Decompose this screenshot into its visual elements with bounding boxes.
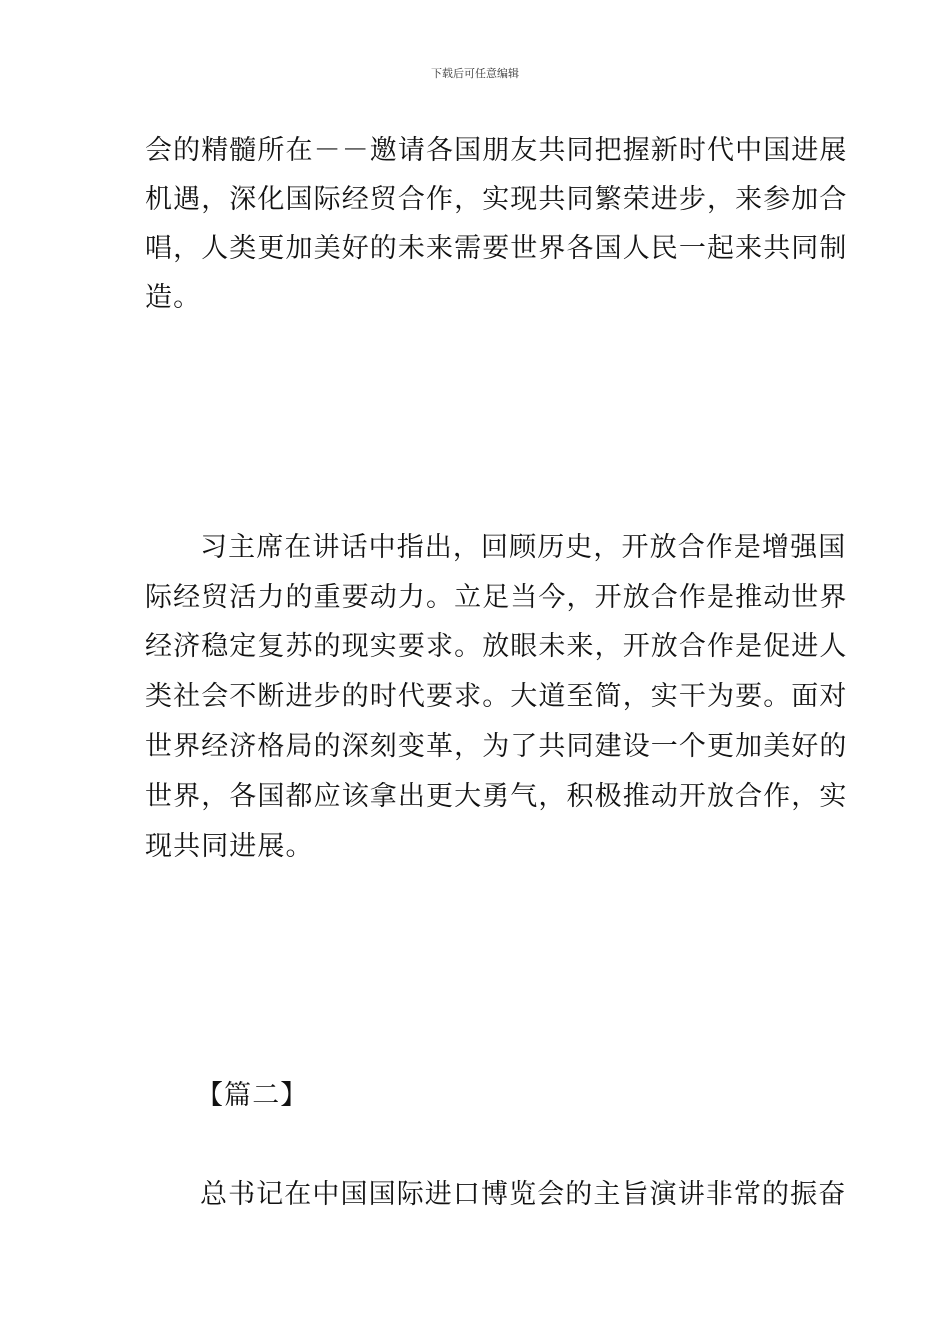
paragraph-3-line-1: 总书记在中国国际进口博览会的主旨演讲非常的振奋: [200, 1179, 847, 1210]
paragraph-2-line-7: 现共同进展。: [145, 831, 314, 862]
paragraph-2-line-5: 世界经济格局的深刻变革，为了共同建设一个更加美好的: [145, 731, 848, 762]
page-header-note: 下载后可任意编辑: [431, 67, 519, 80]
paragraph-2-line-3: 经济稳定复苏的现实要求。放眼未来，开放合作是促进人: [145, 631, 848, 662]
paragraph-1-line-3: 唱，人类更加美好的未来需要世界各国人民一起来共同制: [145, 233, 848, 264]
paragraph-2-line-6: 世界，各国都应该拿出更大勇气，积极推动开放合作，实: [145, 781, 848, 812]
paragraph-1-line-2: 机遇，深化国际经贸合作，实现共同繁荣进步，来参加合: [145, 184, 848, 215]
paragraph-2-line-1: 习主席在讲话中指出，回顾历史，开放合作是增强国: [200, 532, 847, 563]
paragraph-1-line-1: 会的精髓所在－－邀请各国朋友共同把握新时代中国进展: [145, 135, 848, 166]
paragraph-2-line-4: 类社会不断进步的时代要求。大道至简，实干为要。面对: [145, 681, 848, 712]
paragraph-1-line-4: 造。: [145, 282, 202, 313]
paragraph-2-line-2: 际经贸活力的重要动力。立足当今，开放合作是推动世界: [145, 582, 848, 613]
section-heading: 【篇二】: [196, 1080, 309, 1111]
